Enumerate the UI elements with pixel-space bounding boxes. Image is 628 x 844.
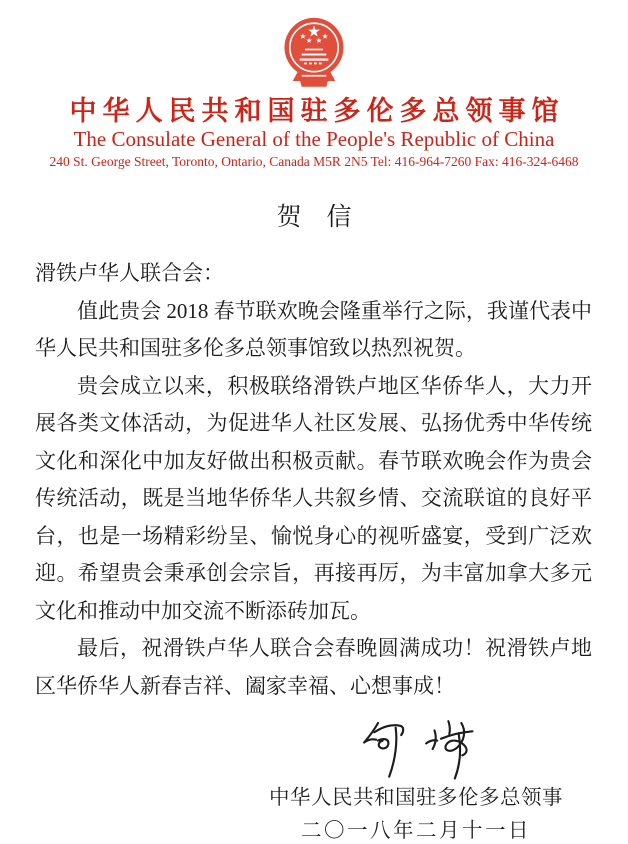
paragraph-2: 贵会成立以来，积极联络滑铁卢地区华侨华人，大力开展各类文体活动，为促进华人社区发展、弘扬优秀中华传统文化和深化中加友好做出积极贡献。春节联欢晚会作为贵会传统活动，既是当地华侨华人共叙乡情、交流联谊的良好平台，也是一场精彩纷呈、愉悦身心的视听盛宴，受到广泛欢迎。希望贵会秉承创会宗旨，再接再厉，为丰富加拿大多元文化和推动中加交流不断添砖加瓦。: [35, 373, 592, 623]
paragraph-1: 值此贵会 2018 春节联欢晚会隆重举行之际，我谨代表中华人民共和国驻多伦多总领事馆致以热烈祝贺。: [35, 298, 592, 360]
letter-body: [0, 255, 628, 705]
letter-date: 二〇一八年二月十一日: [301, 820, 531, 842]
handwritten-signature: [256, 711, 576, 785]
org-name-english: The Consulate General of the People's Republic of China: [73, 127, 555, 151]
china-national-emblem-icon: [0, 13, 628, 95]
salutation: 滑铁卢华人联合会：: [35, 261, 224, 285]
letterhead: [0, 0, 628, 170]
org-name-chinese: 中华人民共和国驻多伦多总领事馆: [69, 96, 565, 126]
letter-title: 贺 信: [276, 204, 352, 231]
paragraph-3: 最后，祝滑铁卢华人联合会春晚圆满成功！祝滑铁卢地区华侨华人新春吉祥、阖家幸福、心想事成！: [35, 636, 592, 698]
signature-block: [256, 711, 576, 844]
org-address-line: 240 St. George Street, Toronto, Ontario, Canada M5R 2N5 Tel: 416-964-7260 Fax: 416-324-6468: [49, 154, 579, 169]
signer-title: 中华人民共和国驻多伦多总领事: [269, 787, 563, 809]
